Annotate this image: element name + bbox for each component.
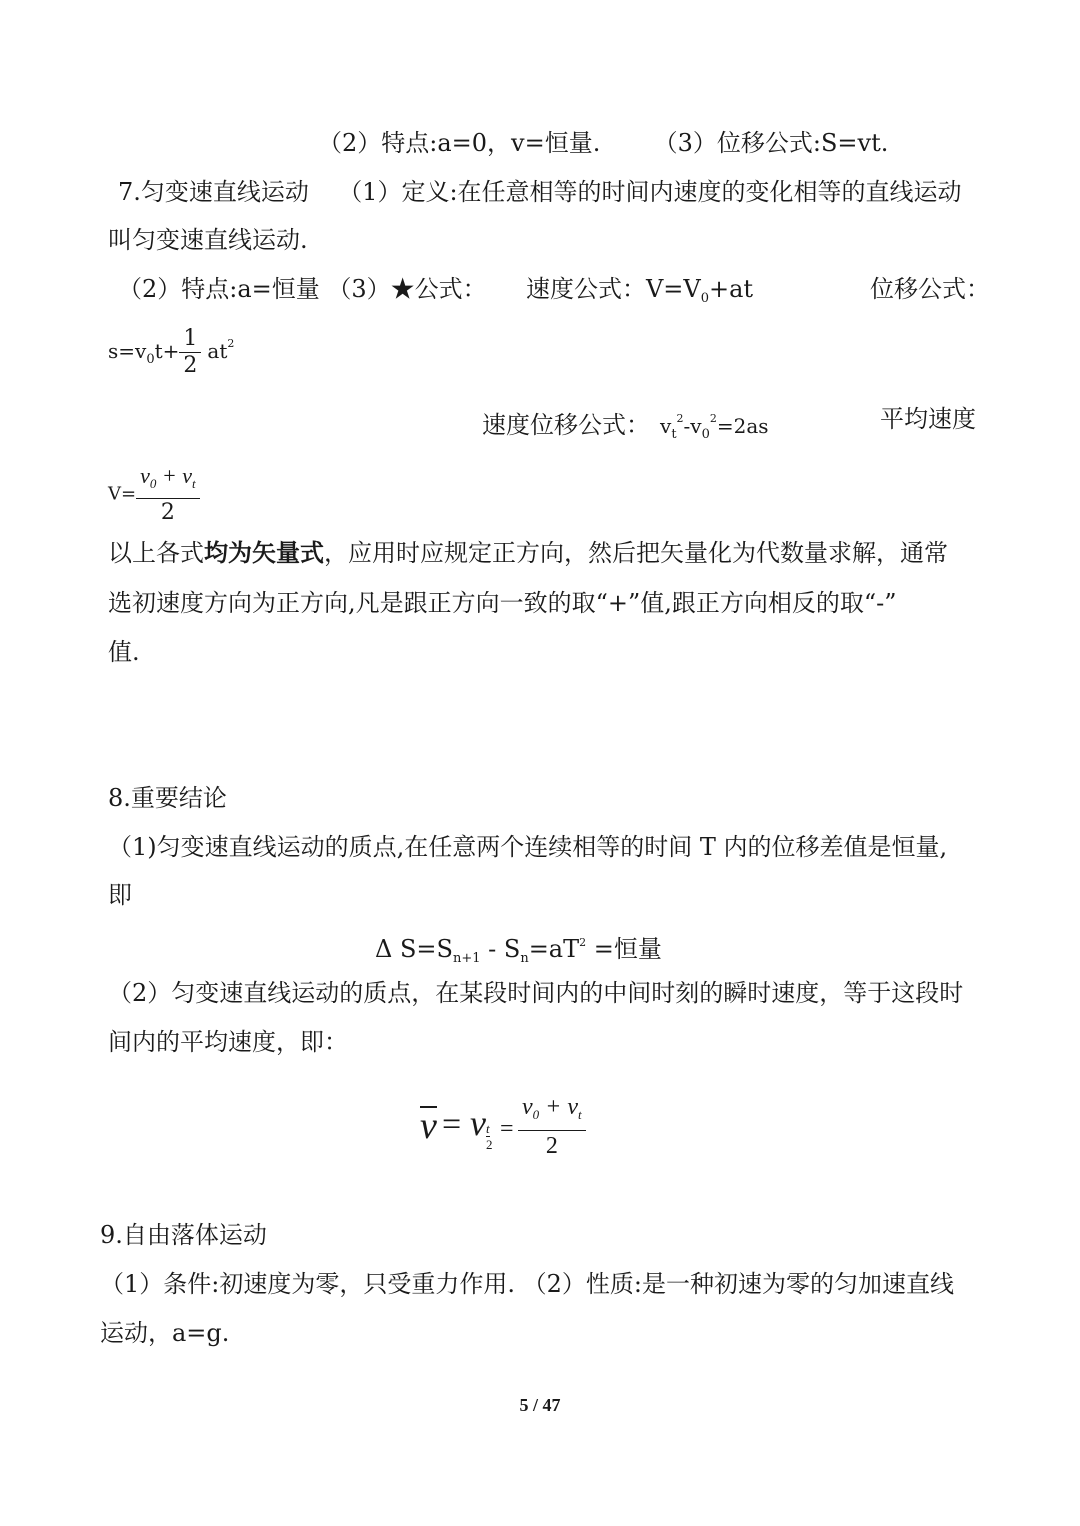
vector-note-line1: 以上各式均为矢量式，应用时应规定正方向，然后把矢量化为代数量求解，通常	[108, 538, 948, 567]
current-page: 5	[519, 1395, 529, 1415]
average-velocity-formula: V= $\frac{v_0 + v_t}{2}$	[108, 462, 200, 527]
sec8-heading: 8.重要结论	[108, 784, 227, 812]
conclusion2-line2: 间内的平均速度，即：	[108, 1028, 348, 1056]
conclusion2-line1: （2）匀变速直线运动的质点，在某段时间内的中间时刻的瞬时速度，等于这段时	[108, 979, 964, 1007]
free-fall-line1: （1）条件:初速度为零，只受重力作用. （2）性质:是一种初速为零的匀加速直线	[100, 1270, 954, 1298]
total-pages: 47	[542, 1395, 561, 1415]
sec7-feature-line	[118, 274, 753, 314]
sec6-feature: （2）特点:a=0，v=恒量.	[318, 129, 601, 157]
conclusion1-line2: 即	[108, 881, 132, 909]
page-number: 5 / 47	[519, 1395, 561, 1415]
sec6-displacement: （3）位移公式:S=vt.	[653, 129, 889, 157]
free-fall-line2: 运动，a=g.	[100, 1319, 230, 1347]
velocity-displacement-formula: 速度位移公式： $v_t^2-v_0^2=2as$	[482, 411, 769, 442]
average-velocity-label: 平均速度	[880, 405, 976, 433]
vector-note-line3: 值.	[108, 638, 140, 666]
sec7-definition: （1）定义:在任意相等的时间内速度的变化相等的直线运动	[338, 178, 962, 206]
displacement-label: 位移公式：	[870, 275, 990, 303]
sec7-heading: 7.匀变速直线运动	[118, 178, 309, 206]
vector-note-line2: 选初速度方向为正方向,凡是跟正方向一致的取“+”值,跟正方向相反的取“-”	[108, 589, 897, 617]
sec7-heading-line	[118, 177, 962, 207]
vector-note-emphasis: 均为矢量式	[204, 538, 324, 567]
displacement-formula: $s=v_0t+$ $\frac{1}{2}$ $at^2$	[108, 326, 235, 378]
sec9-heading: 9.自由落体运动	[100, 1221, 267, 1249]
mean-velocity-symbol: v	[420, 1105, 437, 1147]
sec6-feature-line	[318, 128, 888, 158]
sec7-feature: （2）特点:a=恒量 （3）★公式：	[118, 275, 487, 303]
conclusion1-line1: （1)匀变速直线运动的质点,在任意两个连续相等的时间 T 内的位移差值是恒量,	[108, 833, 948, 861]
displacement-difference-formula: Δ $S=S_{n+1} - S_n=aT^2$ =恒量	[375, 935, 662, 966]
velocity-formula: 速度公式：$V=V_0+at$	[525, 275, 754, 306]
sec7-definition-cont: 叫匀变速直线运动.	[108, 226, 308, 254]
